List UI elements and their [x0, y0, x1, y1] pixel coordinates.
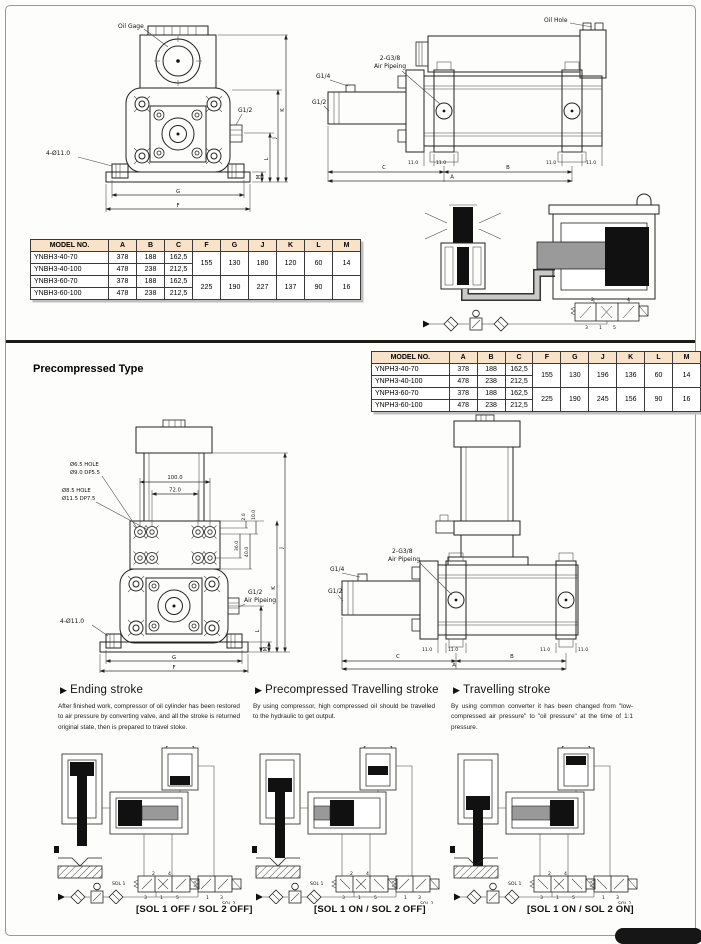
dim-f: F	[172, 665, 176, 671]
col-j: J	[589, 352, 617, 364]
port-1: 1	[206, 896, 209, 901]
triangle-bullet-icon: ▶	[453, 685, 461, 695]
table-row: YNBH3-60-100 478 238 212,5	[31, 288, 361, 300]
pitch-dim-4: 11.0	[578, 648, 589, 653]
col-k: K	[277, 240, 305, 252]
port-label: G1/2	[238, 107, 253, 114]
port-4: 4	[168, 872, 171, 877]
col-c: C	[505, 352, 533, 364]
valve-sol2	[392, 876, 439, 904]
dim-40: 40.0	[245, 546, 250, 558]
table-row: YNPH3-40-100 478 238 212,5	[372, 376, 701, 388]
side-view-drawing-precompressed	[328, 413, 618, 671]
base-foot	[106, 164, 250, 182]
mount-holes-label: 4-Ø11.0	[60, 618, 85, 625]
dim-72: 72.0	[169, 487, 181, 494]
dim-j: J	[272, 137, 278, 139]
table-row: YNBH3-40-70 378 188 162,5 155 130 180 120 60 14	[31, 252, 361, 264]
dim-j: J	[279, 547, 285, 549]
air-piping-label-1: 2-G3/8	[392, 548, 413, 555]
port-5: 5	[613, 326, 616, 331]
press-cylinder	[252, 754, 300, 858]
sol-state-caption-3: [SOL 1 ON / SOL 2 ON]	[527, 904, 634, 915]
press-cylinder	[54, 754, 102, 853]
port-3: 3	[220, 896, 223, 901]
dim-m: M	[256, 174, 262, 180]
dim-l: L	[264, 157, 270, 161]
mount-holes-label: 4-Ø11.0	[46, 150, 71, 157]
stroke-title-text: Travelling stroke	[463, 684, 551, 696]
port-5: 5	[176, 896, 179, 901]
valve-sol1	[508, 871, 595, 901]
dim-f: F	[176, 203, 180, 209]
plate-dimensions	[140, 475, 264, 569]
port-2: 2	[591, 298, 594, 303]
dimension-table-standard	[30, 239, 361, 300]
col-model: MODEL NO.	[372, 352, 450, 364]
col-m: M	[673, 352, 701, 364]
booster-body	[537, 194, 659, 299]
table-row: YNPH3-60-100 478 238 212,5	[372, 400, 701, 412]
col-f: F	[533, 352, 561, 364]
valve-sol1	[112, 871, 199, 901]
port-1: 1	[404, 896, 407, 901]
col-k: K	[617, 352, 645, 364]
cylinder-body	[120, 569, 239, 643]
dim-b: B	[506, 165, 510, 171]
air-cylinder-tube	[136, 420, 212, 521]
port-3: 3	[418, 896, 421, 901]
stroke-title-2	[255, 684, 439, 696]
col-b: B	[477, 352, 505, 364]
dim-a: A	[450, 174, 454, 181]
booster-section	[506, 746, 594, 834]
port-3: 3	[144, 896, 147, 901]
col-g: G	[221, 240, 249, 252]
triangle-bullet-icon: ▶	[60, 685, 68, 695]
stroke-title-3	[453, 684, 550, 696]
booster-section	[110, 746, 198, 834]
col-b: B	[137, 240, 165, 252]
dimension-table-precompressed	[371, 351, 701, 412]
pitch-dim-2: 11.0	[436, 161, 447, 166]
oil-hole-label: Oil Hole	[544, 17, 568, 24]
dim-100: 100.0	[167, 475, 183, 481]
port-3: 3	[540, 896, 543, 901]
g14-label: G1/4	[330, 566, 345, 573]
port-1: 1	[556, 896, 559, 901]
air-piping-label-1: G1/2	[248, 589, 263, 596]
pre-cylinder	[342, 574, 420, 615]
pitch-dim-1: 11.0	[422, 648, 433, 653]
sol1-label: SOL 1	[310, 882, 324, 887]
oil-gauge	[140, 26, 216, 88]
port-1: 1	[160, 896, 163, 901]
press-die	[425, 205, 501, 289]
circuit-schematic-travelling-stroke	[450, 746, 642, 904]
table-row: YNBH3-60-70 378 188 162,5 225 190 227 137 90 16	[31, 276, 361, 288]
hole-callout-1b: Ø9.0 DP5.5	[70, 470, 100, 476]
port-4: 4	[366, 872, 369, 877]
port-2: 2	[548, 872, 551, 877]
page-number-tab	[615, 928, 701, 944]
col-g: G	[561, 352, 589, 364]
pitch-dim-1: 11.0	[408, 161, 419, 166]
stroke-title-1	[60, 684, 143, 696]
port-2: 2	[152, 872, 155, 877]
air-piping-label-1: 2-G3/8	[379, 55, 401, 62]
stroke-body-3: By using common converter it has been changed from "low-compressed air pressure" to "oil pressure" at the time of 1:1 pressure.	[451, 703, 633, 731]
dim-a: A	[452, 662, 456, 669]
port-3: 3	[585, 326, 588, 331]
port-2: 2	[350, 872, 353, 877]
triangle-bullet-icon: ▶	[255, 685, 263, 695]
dim-10: 10.0	[252, 509, 257, 521]
dim-m: M	[263, 646, 269, 652]
table-row: YNPH3-40-70 378 188 162,5 155 130 196 136 60 14	[372, 364, 701, 376]
dim-36: 36.0	[235, 540, 240, 552]
front-view-drawing-standard	[38, 14, 288, 229]
table-row: YNBH3-40-100 478 238 212,5	[31, 264, 361, 276]
dim-g: G	[171, 655, 177, 661]
pitch-dim-4: 11.0	[586, 161, 597, 166]
press-cylinder	[450, 754, 498, 866]
cylinder-body	[126, 88, 242, 172]
bolt-plate	[130, 521, 220, 569]
port-5: 5	[374, 896, 377, 901]
stroke-title-text: Precompressed Travelling stroke	[265, 684, 439, 696]
valve-sol1	[310, 871, 397, 901]
air-cylinder-body	[398, 62, 602, 162]
col-a: A	[109, 240, 137, 252]
oil-gage-label: Oil Gage	[118, 23, 144, 30]
hole-callout-2a: Ø8.5 HOLE	[62, 488, 91, 494]
pitch-dim-3: 11.0	[546, 161, 557, 166]
dim-g: G	[175, 189, 181, 195]
die-block	[58, 858, 102, 878]
dim-k: K	[280, 108, 286, 112]
port-1: 1	[358, 896, 361, 901]
booster-section	[308, 746, 396, 834]
front-view-drawing-precompressed	[52, 418, 297, 674]
col-l: L	[305, 240, 333, 252]
dim-k: K	[271, 586, 277, 590]
table-row: YNPH3-60-70 378 188 162,5 225 190 245 156 90 16	[372, 388, 701, 400]
circuit-schematic-precompressed-travelling	[252, 746, 444, 904]
stroke-body-1: After finished work, compressor of oil cylinder has been restored to air pressure by converting valve, and all the stroke is returned original state, then is prepared to travel stoke.	[58, 703, 240, 731]
col-j: J	[249, 240, 277, 252]
side-view-drawing-standard	[312, 14, 612, 186]
dim-b: B	[510, 654, 514, 660]
dimension-lines	[328, 126, 602, 182]
col-m: M	[333, 240, 361, 252]
g12-label: G1/2	[312, 99, 327, 106]
circuit-schematic-ending-stroke	[54, 746, 246, 904]
stroke-title-text: Ending stroke	[70, 684, 144, 696]
port-4: 4	[627, 298, 630, 303]
col-a: A	[449, 352, 477, 364]
sol-state-caption-1: [SOL 1 OFF / SOL 2 OFF]	[136, 904, 253, 915]
pre-cylinder	[328, 85, 406, 124]
air-piping-label-2: Air Pipeing	[388, 556, 421, 563]
port-3: 3	[616, 896, 619, 901]
dimension-lines	[106, 35, 288, 212]
section-divider	[6, 340, 695, 343]
valve-symbol	[571, 297, 648, 331]
sol1-label: SOL 1	[112, 882, 126, 887]
col-c: C	[165, 240, 193, 252]
stroke-body-2: By using compressor, high compressed oil should be travelled to the hydraulic to get output.	[253, 703, 435, 721]
port-1: 1	[599, 326, 602, 331]
valve-sol2	[590, 876, 637, 904]
sol-state-caption-2: [SOL 1 ON / SOL 2 OFF]	[314, 904, 426, 915]
section-title: Precompressed Type	[33, 363, 144, 375]
port-3: 3	[342, 896, 345, 901]
vertical-cylinder	[436, 415, 528, 565]
hole-callout-2b: Ø11.5 DP7.5	[62, 496, 96, 502]
port-1: 1	[602, 896, 605, 901]
port-4: 4	[564, 872, 567, 877]
dim-2: 2.0	[242, 513, 247, 521]
dim-c: C	[396, 654, 400, 660]
air-cylinder-body	[412, 553, 578, 647]
air-piping-label-2: Air Pipeing	[244, 597, 277, 604]
g14-label: G1/4	[316, 73, 331, 80]
dim-c: C	[382, 165, 386, 171]
pitch-dim-2: 11.0	[448, 648, 459, 653]
die-block	[256, 858, 300, 878]
hole-callout-1a: Ø6.5 HOLE	[70, 462, 99, 468]
col-l: L	[645, 352, 673, 364]
booster-section-schematic	[413, 183, 668, 333]
port-5: 5	[572, 896, 575, 901]
pitch-dim-3: 11.0	[540, 648, 551, 653]
sol1-label: SOL 1	[508, 882, 522, 887]
col-model: MODEL NO.	[31, 240, 109, 252]
table-header-row	[31, 240, 361, 252]
dim-l: L	[255, 629, 261, 633]
g12-label: G1/2	[328, 588, 343, 595]
valve-sol2	[194, 876, 241, 904]
col-f: F	[193, 240, 221, 252]
air-piping-label-2: Air Pipeing	[373, 63, 407, 70]
table-header-row	[372, 352, 701, 364]
